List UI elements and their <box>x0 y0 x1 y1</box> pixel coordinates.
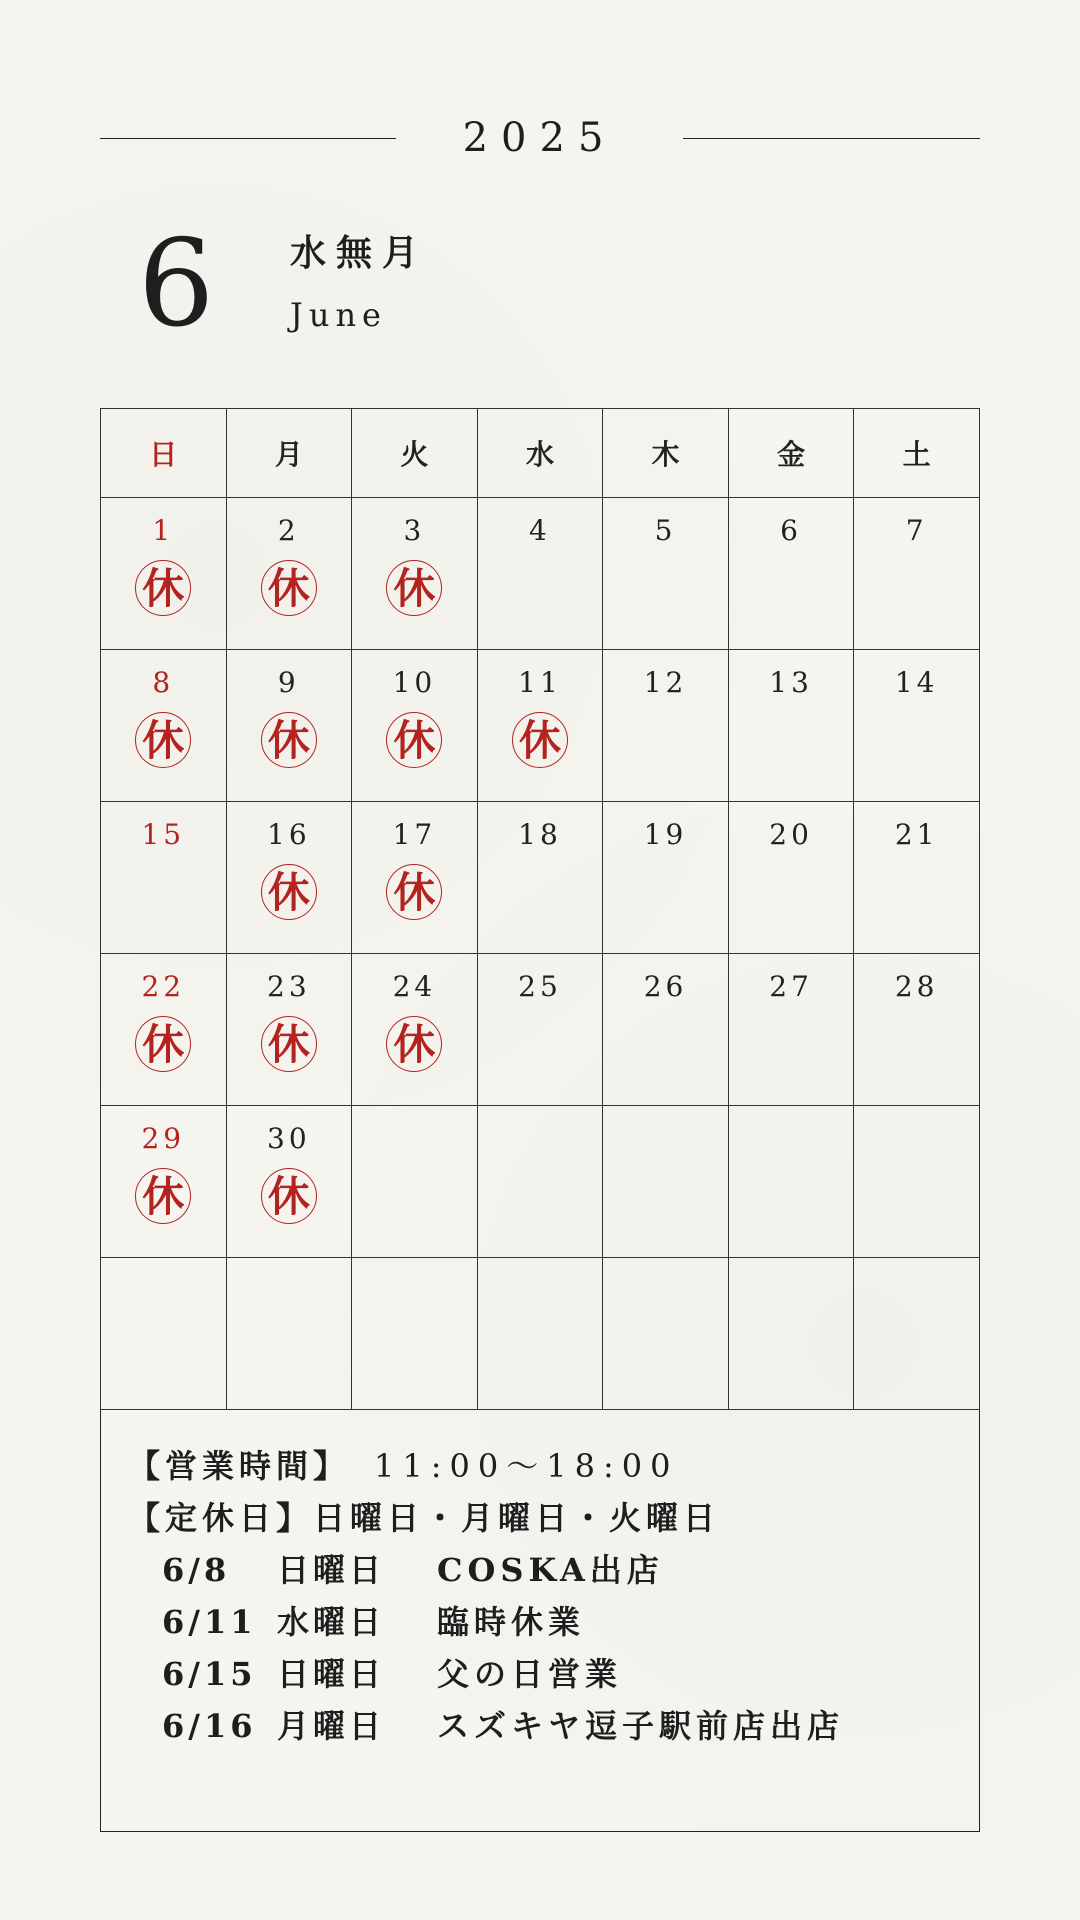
day-cell-sun <box>101 802 227 954</box>
note-weekday: 日曜日 <box>277 1551 386 1589</box>
weekday-mon: 月 <box>226 409 352 498</box>
note-row <box>128 1700 958 1752</box>
closed-stamp: 休 <box>135 712 191 768</box>
day-cell-sat <box>854 498 980 650</box>
day-number: 1 <box>152 514 175 547</box>
day-number: 8 <box>152 666 175 699</box>
note-text: COSKA出店 <box>437 1551 664 1589</box>
day-number: 30 <box>267 1122 311 1155</box>
holiday-value: 日曜日・月曜日・火曜日 <box>313 1499 721 1537</box>
day-number: 17 <box>392 818 437 851</box>
closed-stamp: 休 <box>386 712 442 768</box>
note-row <box>128 1544 958 1596</box>
day-cell-wed <box>477 1106 603 1258</box>
hours-row <box>128 1440 958 1492</box>
day-cell-fri <box>728 1258 854 1410</box>
day-cell-sat <box>854 802 980 954</box>
day-cell-fri <box>728 954 854 1106</box>
note-text: 父の日営業 <box>437 1655 623 1693</box>
day-number: 13 <box>769 666 813 699</box>
day-cell-thu <box>603 1258 729 1410</box>
day-cell-tue <box>352 650 478 802</box>
closed-stamp: 休 <box>135 1168 191 1224</box>
note-row <box>128 1596 958 1648</box>
year-title: 2025 <box>462 115 617 161</box>
day-cell-thu <box>603 954 729 1106</box>
note-row <box>128 1648 958 1700</box>
day-number: 10 <box>392 666 437 699</box>
day-cell-thu <box>603 802 729 954</box>
day-cell-mon <box>226 650 352 802</box>
day-number: 6 <box>780 514 802 547</box>
day-cell-wed <box>477 650 603 802</box>
day-cell-tue <box>352 954 478 1106</box>
day-cell-mon <box>226 1258 352 1410</box>
day-number: 12 <box>643 666 688 699</box>
day-cell-tue <box>352 1106 478 1258</box>
note-date: 6/8 <box>162 1551 231 1589</box>
day-number: 2 <box>277 514 300 547</box>
day-cell-tue <box>352 498 478 650</box>
day-number: 25 <box>518 970 562 1003</box>
day-cell-fri <box>728 1106 854 1258</box>
day-cell-sat <box>854 1106 980 1258</box>
day-number: 20 <box>769 818 813 851</box>
day-cell-wed <box>477 498 603 650</box>
day-cell-thu <box>603 498 729 650</box>
weekday-sat: 土 <box>854 409 980 498</box>
closed-stamp: 休 <box>512 712 568 768</box>
month-number: 6 <box>138 215 215 354</box>
holiday-label: 【定休日】 <box>128 1499 314 1537</box>
week-row <box>101 1258 980 1410</box>
day-number: 16 <box>267 818 311 851</box>
closed-stamp: 休 <box>135 560 191 616</box>
day-cell-wed <box>477 1258 603 1410</box>
weekday-fri: 金 <box>728 409 854 498</box>
day-number: 22 <box>141 970 186 1003</box>
day-cell-sat <box>854 1258 980 1410</box>
day-cell-fri <box>728 650 854 802</box>
hours-label: 【営業時間】 <box>128 1447 351 1485</box>
year-rule-left <box>100 138 396 139</box>
day-cell-sun <box>101 650 227 802</box>
calendar-grid <box>100 408 980 1410</box>
day-number: 29 <box>141 1122 186 1155</box>
closed-stamp: 休 <box>261 1168 317 1224</box>
year-rule-right <box>683 138 980 139</box>
day-cell-fri <box>728 498 854 650</box>
note-text: 臨時休業 <box>437 1603 586 1641</box>
day-number: 9 <box>277 666 300 699</box>
day-cell-mon <box>226 954 352 1106</box>
holiday-row <box>128 1492 958 1544</box>
day-cell-tue <box>352 802 478 954</box>
note-date: 6/16 <box>162 1707 257 1745</box>
week-row <box>101 498 980 650</box>
day-number: 19 <box>643 818 688 851</box>
day-cell-sat <box>854 954 980 1106</box>
day-cell-tue <box>352 1258 478 1410</box>
note-text: スズキヤ逗子駅前店出店 <box>437 1707 845 1745</box>
note-date: 6/11 <box>162 1603 257 1641</box>
closed-stamp: 休 <box>386 560 442 616</box>
day-cell-mon <box>226 802 352 954</box>
week-row <box>101 1106 980 1258</box>
day-cell-thu <box>603 650 729 802</box>
week-row <box>101 650 980 802</box>
day-number: 28 <box>894 970 939 1003</box>
weekday-tue: 火 <box>352 409 478 498</box>
hours-value: 11:00〜18:00 <box>374 1447 679 1485</box>
day-number: 26 <box>643 970 688 1003</box>
day-cell-thu <box>603 1106 729 1258</box>
day-number: 3 <box>403 514 426 547</box>
closed-stamp: 休 <box>135 1016 191 1072</box>
day-number: 14 <box>894 666 939 699</box>
day-cell-fri <box>728 802 854 954</box>
note-weekday: 日曜日 <box>277 1655 386 1693</box>
closed-stamp: 休 <box>261 712 317 768</box>
day-cell-mon <box>226 1106 352 1258</box>
day-cell-sun <box>101 1106 227 1258</box>
day-number: 23 <box>267 970 311 1003</box>
day-number: 27 <box>769 970 813 1003</box>
day-cell-sun <box>101 954 227 1106</box>
day-number: 5 <box>654 514 677 547</box>
note-weekday: 水曜日 <box>277 1603 386 1641</box>
day-number: 7 <box>905 514 928 547</box>
week-row <box>101 802 980 954</box>
month-japanese-name: 水無月 <box>290 232 429 274</box>
day-cell-sun <box>101 1258 227 1410</box>
weekday-header-row <box>101 409 980 498</box>
day-number: 18 <box>518 818 562 851</box>
day-number: 24 <box>392 970 437 1003</box>
day-cell-mon <box>226 498 352 650</box>
weekday-wed: 水 <box>477 409 603 498</box>
closed-stamp: 休 <box>261 560 317 616</box>
closed-stamp: 休 <box>386 864 442 920</box>
weekday-sun: 日 <box>101 409 227 498</box>
day-number: 15 <box>141 818 186 851</box>
month-english-name: June <box>290 296 387 334</box>
day-cell-sun <box>101 498 227 650</box>
day-number: 21 <box>894 818 939 851</box>
store-info <box>128 1440 958 1752</box>
day-number: 4 <box>529 514 551 547</box>
note-weekday: 月曜日 <box>277 1707 386 1745</box>
day-number: 11 <box>518 666 562 699</box>
closed-stamp: 休 <box>261 864 317 920</box>
closed-stamp: 休 <box>261 1016 317 1072</box>
closed-stamp: 休 <box>386 1016 442 1072</box>
day-cell-wed <box>477 802 603 954</box>
day-cell-sat <box>854 650 980 802</box>
day-cell-wed <box>477 954 603 1106</box>
weekday-thu: 木 <box>603 409 729 498</box>
week-row <box>101 954 980 1106</box>
note-date: 6/15 <box>162 1655 257 1693</box>
